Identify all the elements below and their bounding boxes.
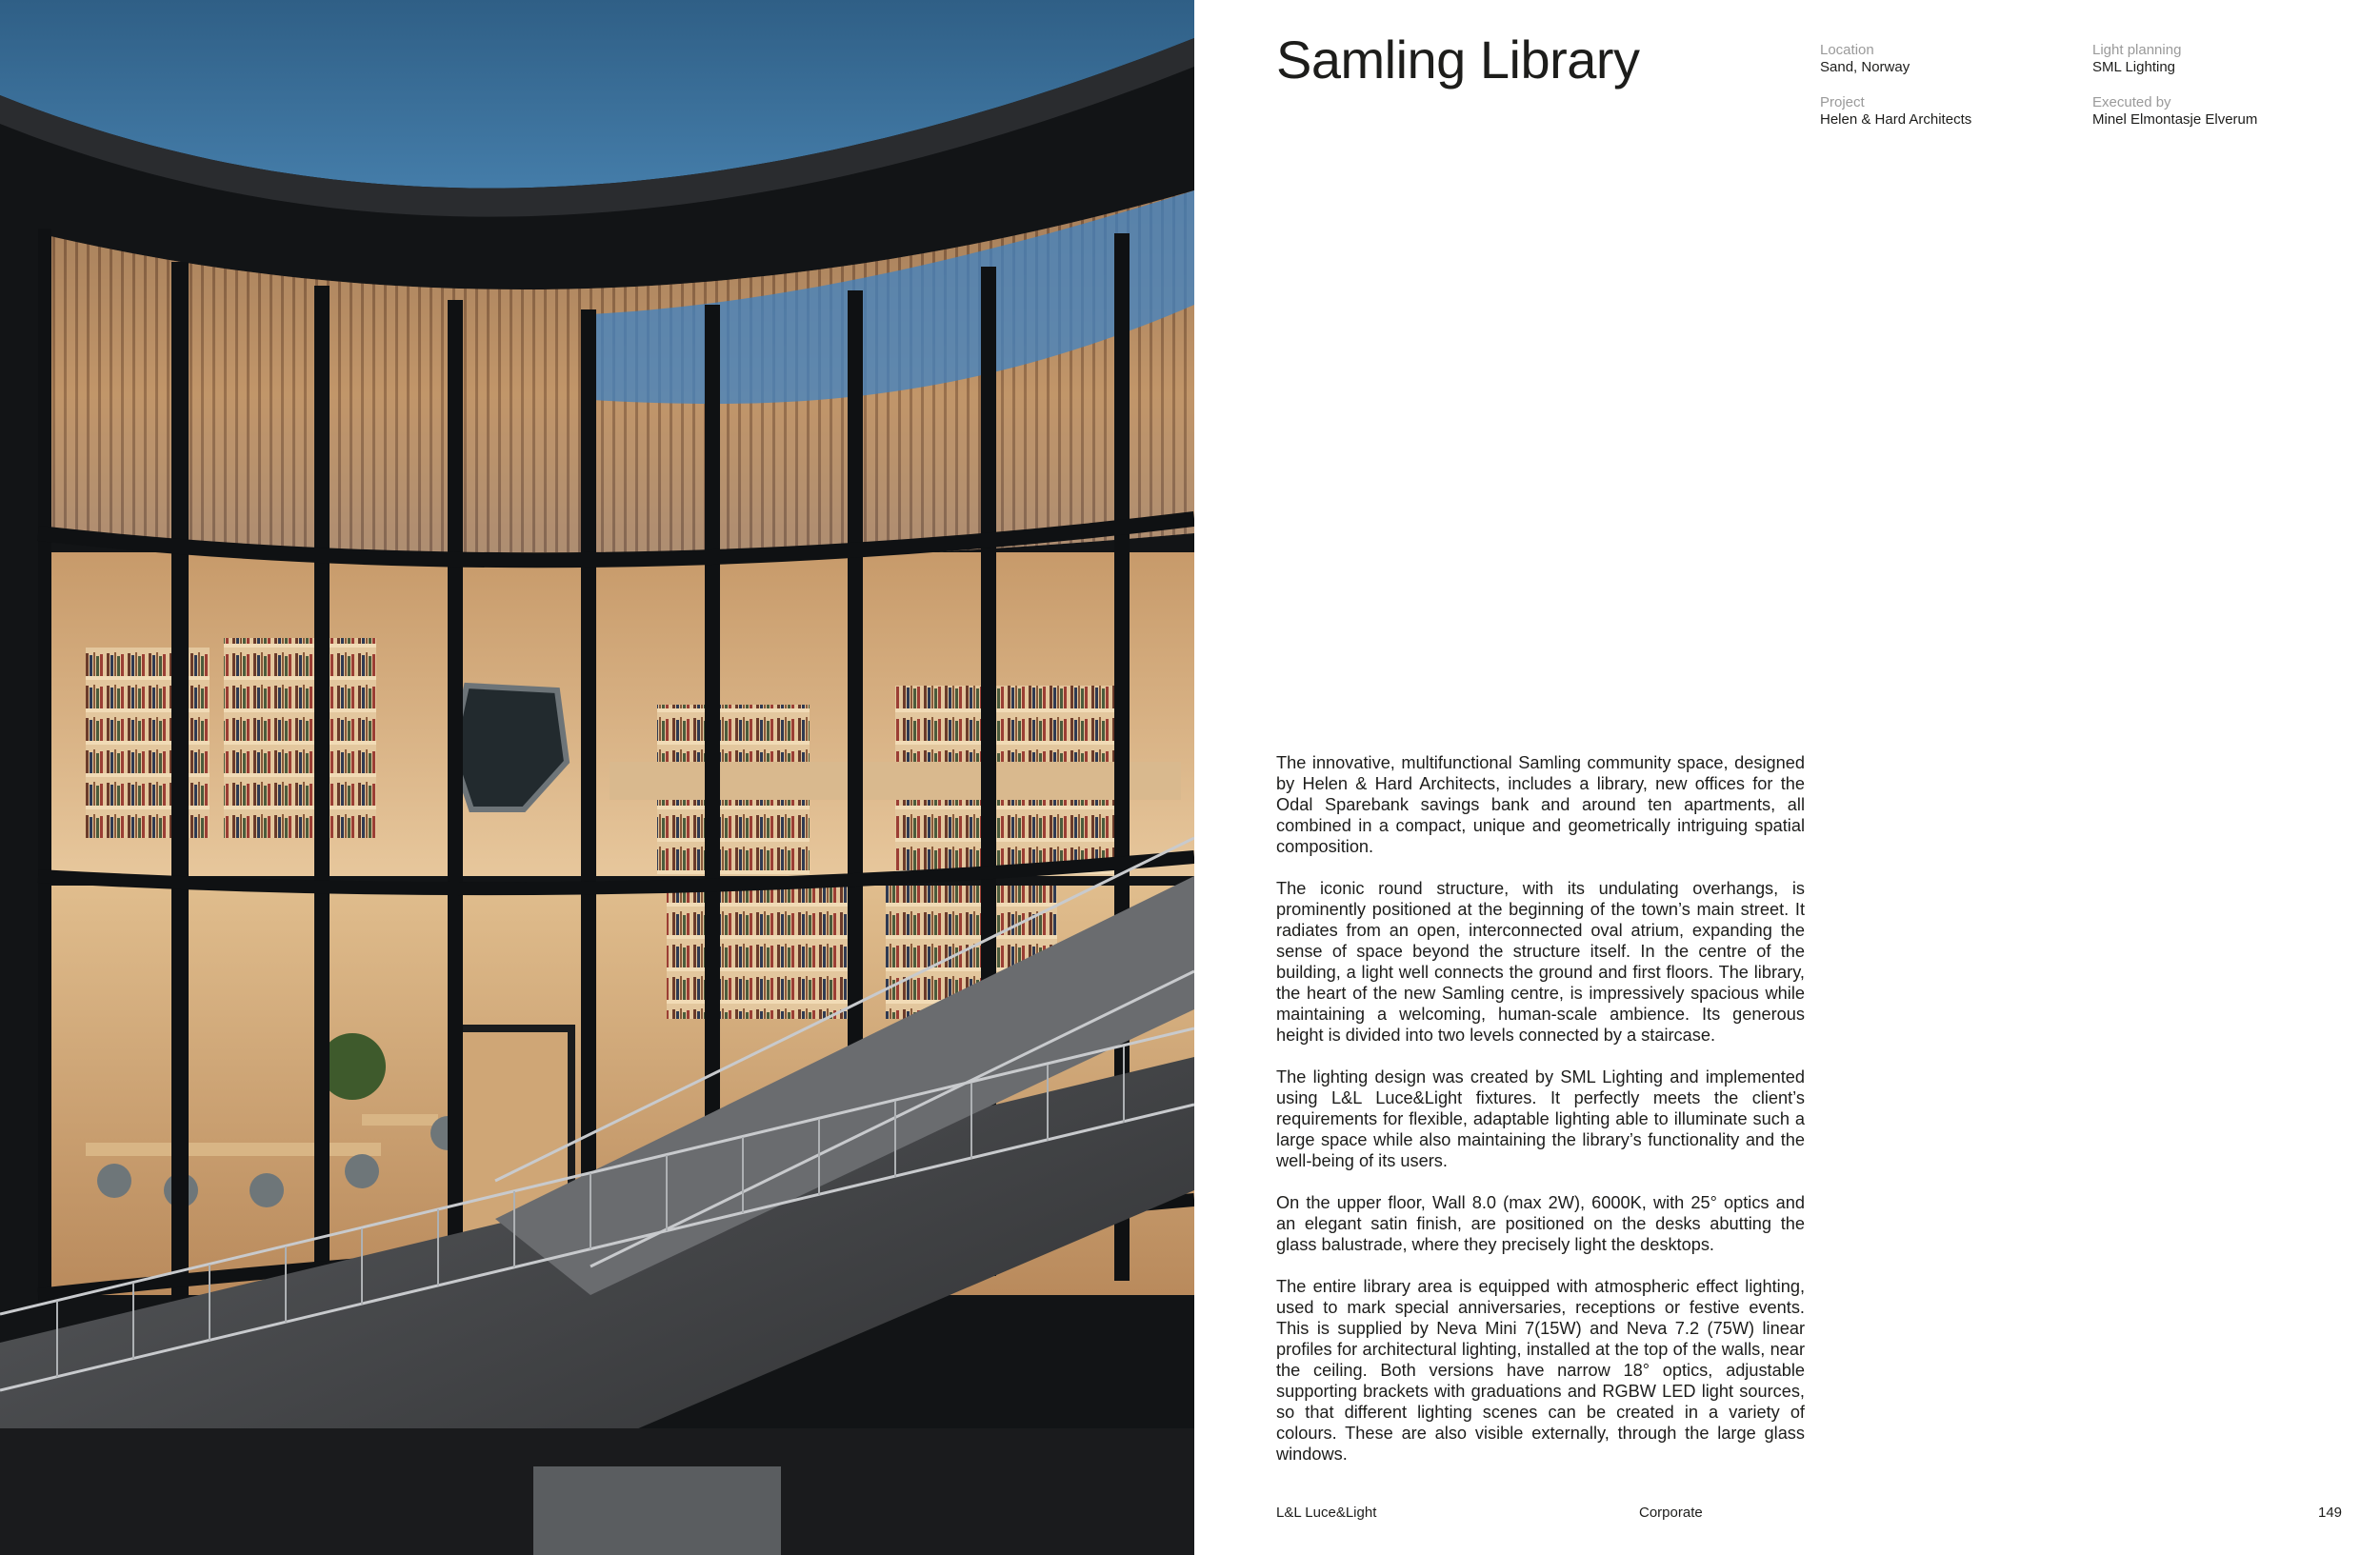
- meta-light-planning: [2092, 42, 2350, 76]
- paragraph: The entire library area is equipped with atmospheric effect lighting, used to mark special anniversaries, receptions or festive events. This is supplied by Neva Mini 7(15W) and Neva 7.2 (75W) linear profiles for architectural lighting, installed at the top of the walls, near the ceiling. Both versions have narrow 18° optics, adjustable supporting brackets with graduations and RGBW LED light sources, so that different lighting scenes can be created in a variety of colours. These are also visible externally, through the large glass windows.: [1276, 1277, 1805, 1464]
- paragraph: The iconic round structure, with its undulating overhangs, is prominently positioned at the beginning of the town’s main street. It radiates from an open, interconnected oval atrium, expanding the sense of space beyond the structure itself. In the centre of the building, a light well connects the ground and first floors. The library, the heart of the new Samling centre, is impressively spacious while maintaining a welcoming, human-scale ambience. Its generous height is divided into two levels connected by a staircase.: [1276, 879, 1805, 1045]
- footer-section: Corporate: [1639, 1505, 1703, 1521]
- meta-location: [1820, 42, 2077, 76]
- article-body: [1276, 752, 1805, 1485]
- meta-location-label: Location: [1820, 42, 1874, 58]
- page-title: Samling Library: [1276, 30, 1640, 90]
- meta-project-value: Helen & Hard Architects: [1820, 111, 1972, 128]
- meta-location-value: Sand, Norway: [1820, 59, 1910, 75]
- meta-executed-by-value: Minel Elmontasje Elverum: [2092, 111, 2258, 128]
- paragraph: The innovative, multifunctional Samling community space, designed by Helen & Hard Architects, includes a library, new offices for the Odal Sparebank savings bank and around ten apartments, all combined in a compact, unique and geometrically intriguing spatial composition.: [1276, 753, 1805, 856]
- page-number: 149: [2318, 1505, 2343, 1521]
- paragraph: On the upper floor, Wall 8.0 (max 2W), 6000K, with 25° optics and an elegant satin finish, are positioned on the desks abutting the glass balustrade, where they precisely light the desktops.: [1276, 1193, 1805, 1254]
- meta-project-label: Project: [1820, 94, 1865, 110]
- meta-executed-by-label: Executed by: [2092, 94, 2171, 110]
- footer-brand: L&L Luce&Light: [1276, 1505, 1377, 1521]
- meta-executed-by: [2092, 94, 2350, 129]
- meta-project: [1820, 94, 2077, 129]
- paragraph: The lighting design was created by SML Lighting and implemented using L&L Luce&Light fixtures. It perfectly meets the client’s requirements for flexible, adaptable lighting able to illuminate such a large space while also maintaining the library’s functionality and the well-being of its users.: [1276, 1067, 1805, 1170]
- meta-light-planning-label: Light planning: [2092, 42, 2182, 58]
- meta-light-planning-value: SML Lighting: [2092, 59, 2175, 75]
